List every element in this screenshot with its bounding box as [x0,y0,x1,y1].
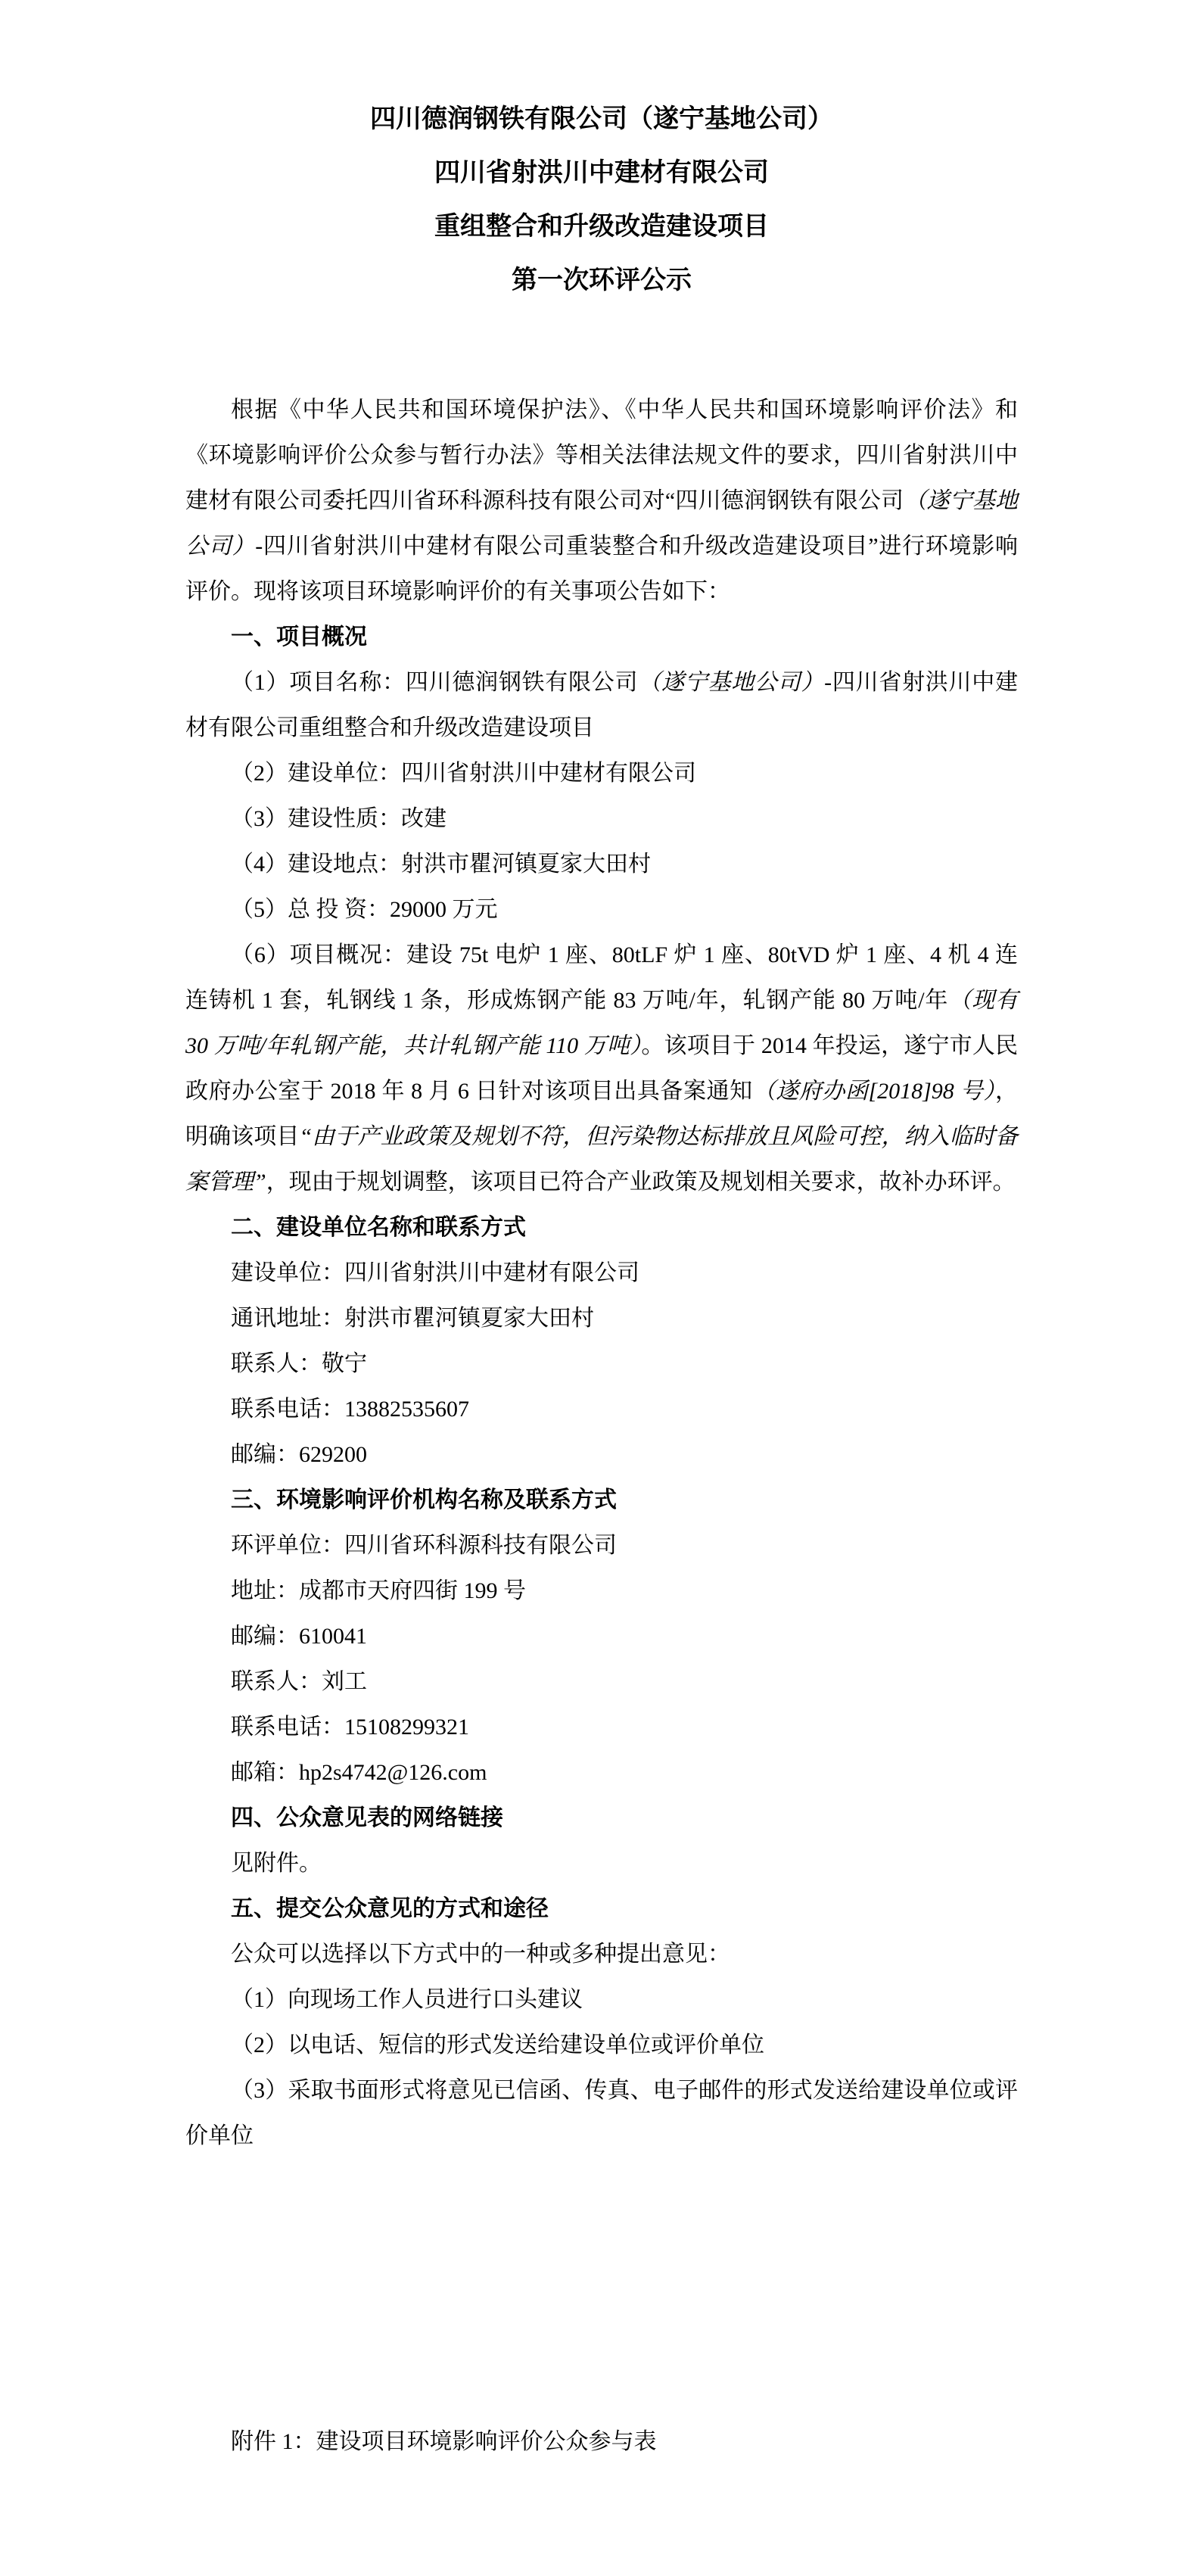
text-segment: （5）总 投 资：29000 万元 [231,897,498,922]
paragraph [185,1977,1018,2023]
text-segment: ，现由于规划调整，该项目已符合产业政策及规划相关要求，故补办环评。 [266,1170,1016,1195]
paragraph [185,933,1018,1205]
text-segment: 四、公众意见表的网络链接 [231,1805,503,1830]
text-segment: 联系人：敬宁 [231,1351,367,1376]
text-segment: 地址：成都市天府四街 199 号 [231,1578,526,1603]
paragraph [185,751,1018,796]
italic-text-segment: （遂府办函[2018]98 号） [752,1079,995,1104]
document-title-line-3: 重组整合和升级改造建设项目 [434,212,769,241]
text-segment: 建设单位：四川省射洪川中建材有限公司 [231,1260,639,1285]
paragraph [185,1432,1018,1478]
document-body [185,388,1018,2159]
paragraph [185,1251,1018,1296]
paragraph [185,660,1018,751]
text-segment: 联系电话：15108299321 [231,1715,469,1740]
text-segment: 根据《中华人民共和国环境保护法》、《中华人民共和国环境影响评价法》和《环境影响评价公众参与暂行办法》等相关法律法规文件的要求，四川省射洪川中建材有限公司委托四川省环科源科技有限公司对“四川德润钢铁有限公司 [185,397,1018,513]
italic-text-segment: “由于产业政策及规划不符，但污染物达标排放且风险可控，纳入临时备案管理” [185,1124,1019,1195]
text-segment: （3）建设性质：改建 [231,806,446,831]
paragraph [185,1614,1018,1659]
text-segment: 邮编：610041 [231,1624,367,1649]
paragraph [185,1568,1018,1614]
document-content [185,0,1018,2159]
section-heading [185,1886,1018,1932]
text-segment: 公众可以选择以下方式中的一种或多种提出意见： [231,1942,730,1967]
text-segment: 见附件。 [231,1851,322,1876]
text-segment: （3）采取书面形式将意见已信函、传真、电子邮件的形式发送给建设单位或评价单位 [185,2078,1018,2148]
paragraph [185,796,1018,842]
paragraph [185,2068,1018,2159]
text-segment: 二、建设单位名称和联系方式 [231,1215,526,1240]
text-segment: 。该项目于 2014 年投运，遂宁市人民政府办公室于 2018 年 8 月 6 日针对该项目出具备案通知 [185,1033,1019,1104]
paragraph [185,1341,1018,1387]
paragraph [185,887,1018,933]
paragraph [185,1659,1018,1705]
text-segment: （2）以电话、短信的形式发送给建设单位或评价单位 [231,2032,764,2057]
attachment-note: 附件 1：建设项目环境影响评价公众参与表 [231,2429,657,2454]
paragraph [185,1932,1018,1977]
document-title-line-4: 第一次环评公示 [512,266,692,294]
text-segment: 通讯地址：射洪市瞿河镇夏家大田村 [231,1306,594,1331]
text-segment: （6）项目概况：建设 75t 电炉 1 座、80tLF 炉 1 座、80tVD 炉 1 座、4 机 4 连连铸机 1 套，轧钢线 1 条，形成炼钢产能 83 万吨/年，轧钢产能 80 万吨/年 [185,942,1018,1013]
text-segment: -四川省射洪川中建材有限公司重组整合和升级改造建设项目 [185,670,1019,740]
text-segment: 三、环境影响评价机构名称及联系方式 [231,1487,617,1512]
document-title-line-1: 四川德润钢铁有限公司（遂宁基地公司） [370,104,833,133]
text-segment: 邮箱：hp2s4742@126.com [231,1760,487,1785]
paragraph [185,842,1018,887]
text-segment: 环评单位：四川省环科源科技有限公司 [231,1533,617,1558]
text-segment: 五、提交公众意见的方式和途径 [231,1896,549,1921]
text-segment: （4）建设地点：射洪市瞿河镇夏家大田村 [231,852,651,877]
text-segment: ，明确该项目 [185,1079,1018,1149]
paragraph [185,388,1018,615]
paragraph [185,1387,1018,1432]
italic-text-segment: （现有 30 万吨/年轧钢产能，共计轧钢产能 110 万吨） [185,988,1019,1058]
text-segment: （1）向现场工作人员进行口头建议 [231,1987,583,2012]
paragraph [185,1705,1018,1750]
document-title-line-2: 四川省射洪川中建材有限公司 [434,158,769,187]
paragraph [185,2023,1018,2068]
italic-text-segment: （遂宁基地公司） [185,488,1018,559]
section-heading [185,1478,1018,1523]
paragraph [185,1841,1018,1886]
text-segment: 邮编：629200 [231,1442,367,1467]
text-segment: （1）项目名称：四川德润钢铁有限公司 [231,670,639,695]
italic-text-segment: （遂宁基地公司） [638,670,825,695]
text-segment: （2）建设单位：四川省射洪川中建材有限公司 [231,761,696,786]
text-segment: 联系人：刘工 [231,1669,367,1694]
section-heading [185,1796,1018,1841]
document-title-block [185,0,1018,307]
text-segment: 联系电话：13882535607 [231,1397,469,1422]
text-segment: 一、项目概况 [231,625,367,649]
paragraph [185,1296,1018,1341]
section-heading [185,615,1018,660]
text-segment: -四川省射洪川中建材有限公司重装整合和升级改造建设项目”进行环境影响评价。现将该项目环境影响评价的有关事项公告如下： [185,534,1019,604]
paragraph [185,1523,1018,1568]
paragraph [185,1750,1018,1796]
section-heading [185,1205,1018,1251]
